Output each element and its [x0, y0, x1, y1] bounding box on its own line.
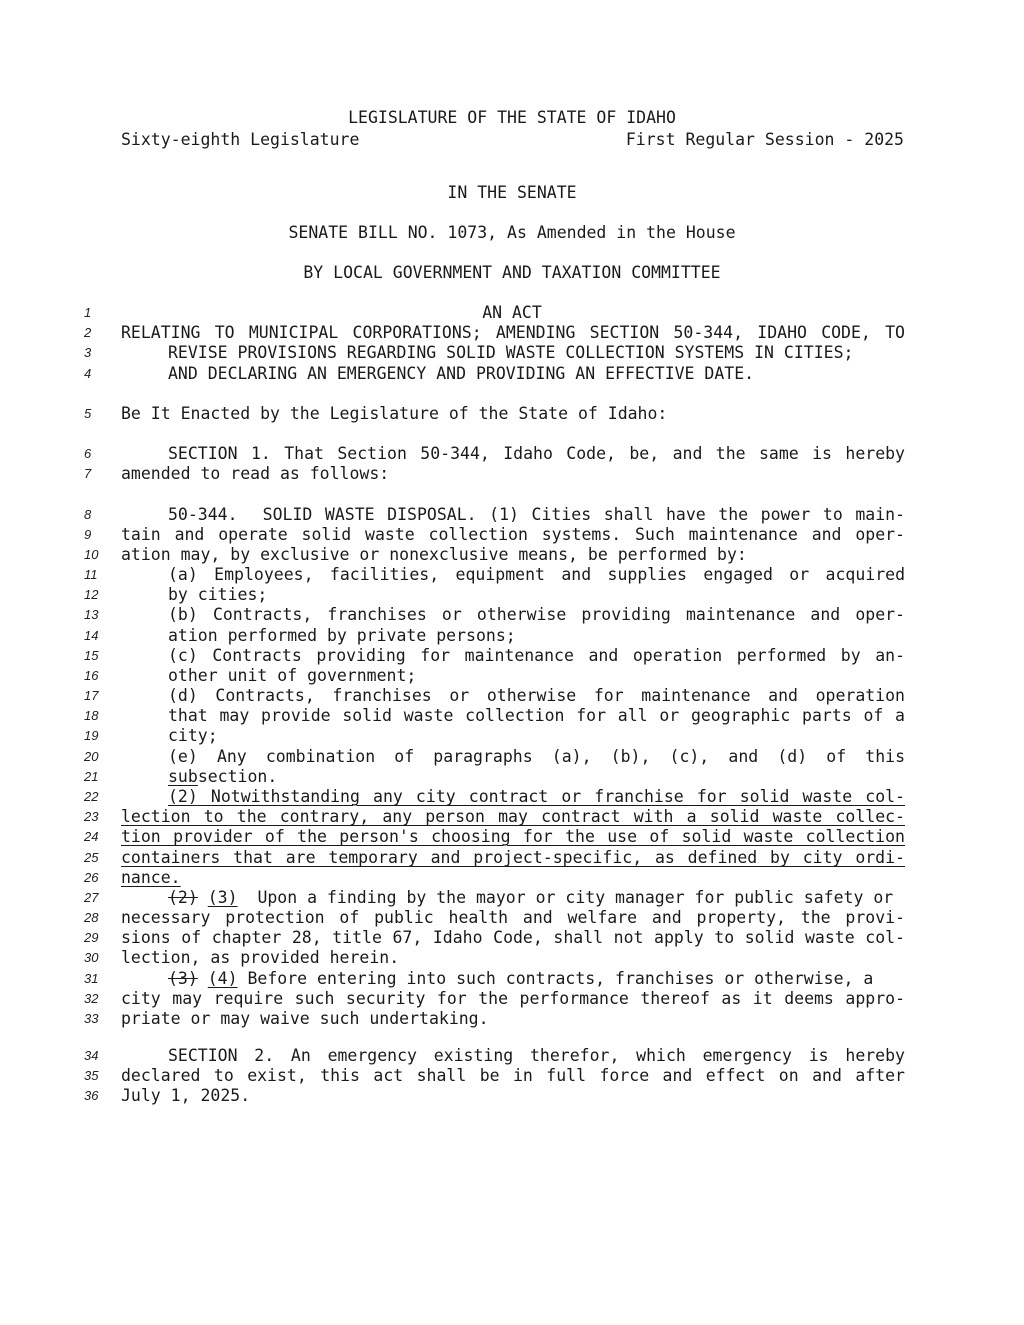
inserted-subsection: lection to the contrary, any person may contract with a solid waste collec- [121, 807, 905, 826]
line-number: 36 [84, 1088, 99, 1103]
line-number: 28 [84, 910, 99, 925]
section-2: July 1, 2025. [121, 1086, 251, 1105]
line-number: 5 [84, 406, 92, 421]
paragraph-c: (c) Contracts providing for maintenance and operation performed by an- [168, 646, 905, 665]
line-number: 2 [84, 325, 92, 340]
line-number: 32 [84, 991, 99, 1006]
inserted-subsection: tion provider of the person's choosing for the use of solid waste collection [121, 827, 905, 846]
line-number: 4 [84, 366, 92, 381]
line-number: 24 [84, 829, 99, 844]
line-number: 12 [84, 587, 99, 602]
line-number: 21 [84, 769, 99, 784]
enacting-clause: Be It Enacted by the Legislature of the State of Idaho: [121, 404, 668, 423]
section-2: declared to exist, this act shall be in full force and effect on and after [121, 1066, 905, 1085]
sponsor-line: BY LOCAL GOVERNMENT AND TAXATION COMMITTEE [303, 263, 721, 282]
paragraph-d: that may provide solid waste collection for all or geographic parts of a [168, 706, 905, 725]
line-number: 13 [84, 607, 99, 622]
line-number: 23 [84, 809, 99, 824]
subsection-4: priate or may waive such undertaking. [121, 1009, 489, 1028]
inserted-subsection: nance. [121, 868, 181, 887]
inserted-text: (3) [207, 888, 238, 907]
subsection-4: (3) (4) Before entering into such contracts, franchises or otherwise, a [168, 969, 874, 988]
line-number: 25 [84, 850, 99, 865]
subsection-3: necessary protection of public health and welfare and property, the provi- [121, 908, 905, 927]
statute-text: 50-344. SOLID WASTE DISPOSAL. (1) Cities shall have the power to main- [168, 505, 905, 524]
bill-number: SENATE BILL NO. 1073, As Amended in the House [288, 223, 736, 242]
inserted-text: (4) [207, 969, 238, 988]
legislature-title: LEGISLATURE OF THE STATE OF IDAHO [348, 108, 676, 127]
subsection-3: lection, as provided herein. [121, 948, 400, 967]
session-label: First Regular Session - 2025 [625, 130, 904, 149]
section-1-intro: amended to read as follows: [121, 464, 390, 483]
paragraph-a: by cities; [168, 585, 268, 604]
section-1-intro: SECTION 1. That Section 50-344, Idaho Code, be, and the same is hereby [168, 444, 905, 463]
line-number: 10 [84, 547, 99, 562]
line-number: 3 [84, 345, 92, 360]
line-number: 7 [84, 466, 92, 481]
act-heading: AN ACT [482, 303, 542, 322]
paragraph-d: city; [168, 726, 218, 745]
deleted-text: (3) [168, 969, 198, 988]
line-number: 17 [84, 688, 99, 703]
line-number: 11 [84, 567, 98, 582]
relating-clause: REVISE PROVISIONS REGARDING SOLID WASTE COLLECTION SYSTEMS IN CITIES; [168, 343, 854, 362]
subsection-3: sions of chapter 28, title 67, Idaho Code, shall not apply to solid waste col- [121, 928, 905, 947]
paragraph-a: (a) Employees, facilities, equipment and supplies engaged or acquired [168, 565, 905, 584]
subsection-3: (2) (3) Upon a finding by the mayor or city manager for public safety or [168, 888, 894, 907]
line-number: 15 [84, 648, 99, 663]
section-2: SECTION 2. An emergency existing therefor, which emergency is hereby [168, 1046, 905, 1065]
paragraph-d: (d) Contracts, franchises or otherwise for maintenance and operation [168, 686, 905, 705]
line-number: 30 [84, 950, 99, 965]
deleted-text: (2) [168, 888, 198, 907]
inserted-text: sub [168, 767, 198, 786]
paragraph-b: (b) Contracts, franchises or otherwise providing maintenance and oper- [168, 605, 905, 624]
subsection-4: city may require such security for the performance thereof as it deems appro- [121, 989, 905, 1008]
line-number: 6 [84, 446, 92, 461]
line-number: 33 [84, 1011, 99, 1026]
paragraph-c: other unit of government; [168, 666, 417, 685]
line-number: 22 [84, 789, 99, 804]
relating-clause: RELATING TO MUNICIPAL CORPORATIONS; AMENDING SECTION 50-344, IDAHO CODE, TO [121, 323, 905, 342]
legislature-name: Sixty-eighth Legislature [121, 130, 360, 149]
statute-text: tain and operate solid waste collection systems. Such maintenance and oper- [121, 525, 905, 544]
line-number: 1 [84, 305, 92, 320]
line-number: 9 [84, 527, 92, 542]
line-number: 19 [84, 728, 99, 743]
line-number: 35 [84, 1068, 99, 1083]
statute-text: ation may, by exclusive or nonexclusive means, be performed by: [121, 545, 747, 564]
paragraph-e: subsection. [168, 767, 278, 786]
paragraph-e: (e) Any combination of paragraphs (a), (b), (c), and (d) of this [168, 747, 905, 766]
inserted-subsection: containers that are temporary and project-specific, as defined by city ordi- [121, 848, 905, 867]
line-number: 27 [84, 890, 99, 905]
line-number: 26 [84, 870, 99, 885]
line-number: 14 [84, 628, 99, 643]
line-number: 34 [84, 1048, 99, 1063]
line-number: 29 [84, 930, 99, 945]
line-number: 18 [84, 708, 99, 723]
line-number: 31 [84, 971, 99, 986]
line-number: 20 [84, 749, 99, 764]
line-number: 8 [84, 507, 92, 522]
line-number: 16 [84, 668, 99, 683]
paragraph-b: ation performed by private persons; [168, 626, 516, 645]
chamber-heading: IN THE SENATE [447, 183, 577, 202]
inserted-subsection: (2) Notwithstanding any city contract or franchise for solid waste col- [168, 787, 905, 806]
relating-clause: AND DECLARING AN EMERGENCY AND PROVIDING AN EFFECTIVE DATE. [168, 364, 755, 383]
